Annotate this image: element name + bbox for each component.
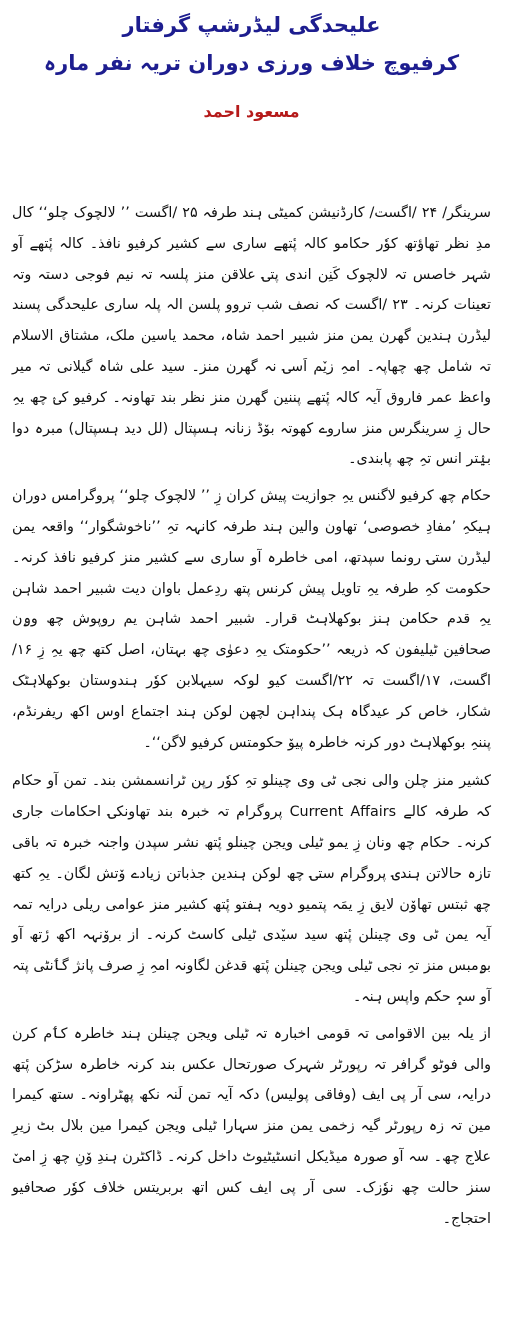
headline-secondary: کرفیوچ خلاف ورزی دوران تریہ نفر مارہ: [43, 51, 460, 75]
article-paragraph: کشیر منز چلن والی نجی ٹی وی چینلو تہِ کوٗر رپن ٹرانسمشن بند۔ تمن آو حکام کہ طرفہ کالے Current Affairs پروگرام تہ خبرہ بند تھاونکۍ احکامات جاری کرنہ۔ حکام چھ ونان زِ یمو ٹیلی ویجن چینلو پٔتھ نشر سپدن واجنہ خبرہ تہ باقی تازہ حالاتن ہندۍ پروگرام ستۍ چھ لوکن ہندین جذباتن زیادے وٚتش لگان۔ یہِ کتھ چھ ثبتس تھاوٚن لایق زِ یمَہ پتمیو دویہ ہفتو پٔتھ کشیر منز عوامی ریلی درایہ تمہ آیہ یمن ٹی وی چینلن پٔتھ سید سیٚدی ٹیلی کاسٹ کرنہ۔ از بروٚنہہ اکھ رٔتھ آو بۄمبس منز تہِ نجی ٹیلی ویجن چینلن پٔتھ قدغن لگاونہ امہِ زِ صرف پانژ گٲنٹی پتہ آو سہٕ حکم واپس ہنہ۔: [12, 773, 491, 1005]
headline-primary: علیحدگی لیڈرشپ گرفتار: [122, 13, 381, 37]
article-paragraph: سرینگر/ ۲۴ /اگست/ کارڈنیشن کمیٹی ہند طرفہ ۲۵ /اگست ’’ لالچوک چلو‘‘ کال مدِ نظر تھاؤتھ کوٗر حکامو کالہ پٔتھے ساری سے کشیر کرفیو نافذ۔ کالہ پٔتھے آو شہر خاصس تہ لالچوک کَنِن اندی پتۍ علاقن منز پلسہ تہ نیم فوجی دستہ وتہ تعینات کرنہ۔ ۲۳ /اگست کہ نصف شب تروو پلسن الہ پلہ ساری علیحدگی پسند لیڈرن ہندین گھرن یمن منز شبیر احمد شاہ، محمد یاسین ملک، مشتاق الاسلام تہ شامل چھ چھاپہ۔ امہِ زیٚم اَسۍ نہ گھرن منز۔ سید علی شاہ گیلانی تہ میر واعظ عمر فاروق آیہ کالہ پٔتھے پننین گھرن منز نظر بند تھاونہ۔ کرفیو کیٛ چھ یہِ حال زِ سرینگرس منز ساروے کھوتہ بوٚڈ زنانہ ہسپتال (لل دید ہسپتال) مبرہ دوا بیٛتر انس تہِ چھ پابندی۔: [12, 205, 492, 468]
article-paragraph: از یلہ بین الاقوامی تہ قومی اخبارہ تہ ٹیلی ویجن چینلن ہند خاطرہ کٲم کرن والی فوٹو گرافر تہ رپورٹر شہرک صورتحال عکس بند کرنہ خاطرہ سڑکن پٔتھ درایہ، سی آر پی ایف (وفاقی پولیس) دکہ آیہ تمن لَنہ نکھ پھٹراونہ۔ ستھ کیمرا مین تہ زہ رپورٹر گیہ زخمی یمن منز سہارا ٹیلی ویجن کیمرا مین بلال بٹ زیرِ علاج چھ۔ سہ آو صورہ میڈیکل انسٹیٹیوٹ داخل کرنہ۔ ڈاکٹرن ہندِ وٚنِ چھ زِ امیٚ سنز حالت چھ نوٗزک۔ سی آر پی ایف کس اتھ بربریتس خلاف کوٗر صحافیو احتجاج۔: [12, 1025, 491, 1227]
article-paragraph: حکام چھ کرفیو لاگنس یہِ جوازیت پیش کران زِ ’’ لالچوک چلو‘‘ پروگرامس دوران ہیکہِ ’مفادِ خصوصی‘ تھاون والین ہند طرفہ کانہہ تہِ ’’ناخوشگوار‘‘ واقعہ یمن لیڈرن ستۍ رونما سپدتھ، امی خاطرہ آو ساری سے کشیر منز کرفیو نافذ کرنہ۔ حکومت کہِ طرفہ یہِ تاویل پیش کرنس پتھ ردِعمل باوان دیت شبیر احمد شاہن یہِ قدم حکامن ہنز بوکھلاہٹ قرار۔ شبیر احمد شاہن یم روپوش چھ وۄن صحافین ٹیلیفون کہ ذریعہ ’’حکومتک یہِ دعوٰی چھ بہتان، اصل کتھ چھ یہِ زِ ۱۶/اگست، ۱۷/اگست تہ ۲۲/اگست کیو لوکہ سیہلابن کوٗر ہندوستان بوکھلاہٹک شکار، خاص کر عیدگاہ ہک پنداہن لچھن لوکن ہند اجتماع اوس اکھ ریفرنڈم، پننہِ بوکھلاہٹ دور کرنہ خاطرہ پیوٚ حکومتس کرفیو لاگن‘‘۔: [12, 488, 491, 751]
byline: مسعود احمد: [203, 102, 300, 121]
article-body: [12, 198, 491, 1234]
